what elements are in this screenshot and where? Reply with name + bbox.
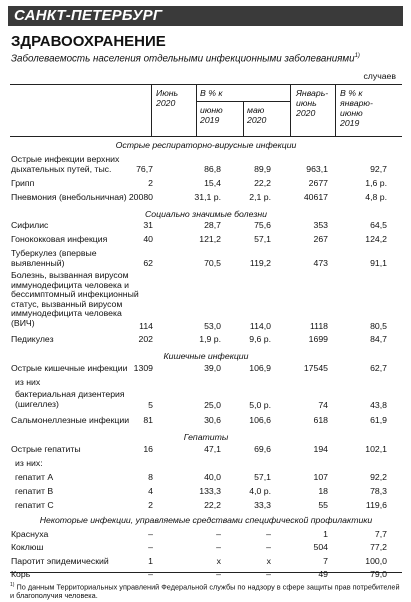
row-label: из них — [15, 377, 41, 387]
cell-janjune: 55 — [318, 500, 328, 510]
col-head-pct: В % к — [200, 88, 223, 98]
cell-pct-june2019: х — [216, 556, 221, 566]
cell-pct-janjune: 119,6 — [365, 500, 387, 510]
col-head-pct-janjune-l3: июню — [340, 108, 363, 118]
cell-pct-june2019: 25,0 — [204, 400, 221, 410]
group-caption: Гепатиты — [183, 432, 229, 442]
cell-pct-may2020: 57,1 — [254, 234, 271, 244]
group-caption: Острые респираторно-вирусные инфекции — [115, 140, 297, 150]
cell-janjune: 40617 — [303, 192, 328, 202]
footnote-mark: 1) — [10, 582, 15, 588]
cell-janjune: 49 — [318, 569, 328, 579]
cell-pct-may2020: – — [266, 542, 271, 552]
cell-pct-janjune: 64,5 — [370, 220, 387, 230]
row-label: Коклюш — [11, 542, 44, 552]
cell-pct-janjune: 102,1 — [365, 444, 387, 454]
cell-janjune: 1699 — [308, 334, 328, 344]
cell-pct-janjune: 43,8 — [370, 400, 387, 410]
table-header-rule — [10, 136, 402, 137]
cell-pct-janjune: 80,5 — [370, 321, 387, 331]
cell-pct-janjune: 100,0 — [365, 556, 387, 566]
cell-janjune: 17545 — [303, 363, 328, 373]
footnote-mark: 1) — [354, 53, 360, 59]
column-divider — [151, 84, 152, 136]
cell-june: 20080 — [128, 192, 153, 202]
col-head-may2020-l1: маю — [247, 105, 265, 115]
cell-janjune: 267 — [313, 234, 328, 244]
table-title — [11, 53, 360, 64]
cell-pct-janjune: 79,0 — [370, 569, 387, 579]
cell-pct-may2020: 4,0 р. — [249, 486, 271, 496]
cell-pct-may2020: 33,3 — [254, 500, 271, 510]
cell-june: – — [148, 542, 153, 552]
cell-june: 5 — [148, 400, 153, 410]
cell-pct-june2019: 121,2 — [199, 234, 221, 244]
row-label: Острые гепатиты — [11, 444, 81, 454]
cell-june: 76,7 — [136, 164, 153, 174]
col-head-pct-janjune-l4: 2019 — [340, 118, 360, 128]
cell-june: 114 — [139, 321, 153, 331]
cell-pct-may2020: 106,9 — [249, 363, 271, 373]
cell-pct-may2020: 2,1 р. — [249, 192, 271, 202]
cell-pct-janjune: 77,2 — [370, 542, 387, 552]
col-head-pct-janjune-l1: В % к — [340, 88, 363, 98]
cell-pct-may2020: – — [266, 569, 271, 579]
row-label: Болезнь, вызванная вирусом иммунодефицита человека и бессимптомный инфекционный статус, вызванный вирусом иммунодефицита человека (ВИЧ) — [11, 270, 139, 328]
cell-pct-janjune: 124,2 — [365, 234, 387, 244]
cell-pct-june2019: 30,6 — [204, 415, 221, 425]
cell-pct-june2019: 1,9 р. — [199, 334, 221, 344]
cell-june: 2 — [148, 500, 153, 510]
col-head-janjune-l3: 2020 — [296, 108, 316, 118]
cell-janjune: 2677 — [308, 178, 328, 188]
row-label: Грипп — [11, 178, 35, 188]
cell-pct-janjune: 92,2 — [370, 472, 387, 482]
cell-june: 31 — [143, 220, 153, 230]
cell-janjune: 473 — [313, 258, 328, 268]
cell-pct-janjune: 91,1 — [370, 258, 387, 268]
cell-pct-june2019: 53,0 — [204, 321, 221, 331]
city-banner — [8, 6, 403, 26]
col-head-june2019 — [200, 105, 223, 125]
cell-june: 81 — [143, 415, 153, 425]
row-label: гепатит В — [15, 486, 54, 496]
cell-pct-june2019: 70,5 — [204, 258, 221, 268]
group-caption: Кишечные инфекции — [163, 351, 249, 361]
cell-pct-june2019: 40,0 — [204, 472, 221, 482]
cell-pct-may2020: – — [266, 529, 271, 539]
cell-pct-may2020: 75,6 — [254, 220, 271, 230]
cell-pct-june2019: 133,3 — [199, 486, 221, 496]
cell-pct-may2020: 69,6 — [254, 444, 271, 454]
cell-pct-june2019: – — [216, 529, 221, 539]
cell-june: 202 — [138, 334, 153, 344]
cell-june: – — [148, 529, 153, 539]
cell-june: 8 — [148, 472, 153, 482]
column-divider — [196, 84, 197, 136]
cell-pct-janjune: 78,3 — [370, 486, 387, 496]
cell-janjune: 963,1 — [306, 164, 328, 174]
column-divider — [335, 84, 336, 136]
col-head-june-l2: 2020 — [156, 98, 176, 108]
row-label: гепатит А — [15, 472, 54, 482]
cell-pct-may2020: 114,0 — [249, 321, 271, 331]
cell-janjune: 107 — [313, 472, 328, 482]
cell-janjune: 1 — [323, 529, 328, 539]
cell-pct-may2020: 5,0 р. — [249, 400, 271, 410]
cell-june: 4 — [148, 486, 153, 496]
cell-june: 2 — [148, 178, 153, 188]
cell-pct-may2020: х — [266, 556, 271, 566]
col-head-pct-janjune-l2: январю- — [340, 98, 373, 108]
cell-janjune: 618 — [313, 415, 328, 425]
cell-june: – — [148, 569, 153, 579]
cell-june: 40 — [143, 234, 153, 244]
column-divider — [290, 84, 291, 136]
cell-pct-june2019: 86,8 — [204, 164, 221, 174]
group-caption: Социально значимые болезни — [145, 209, 267, 219]
row-label: Острые кишечные инфекции — [11, 363, 128, 373]
row-label: Гонококковая инфекция — [11, 234, 108, 244]
city-title: САНКТ-ПЕТЕРБУРГ — [14, 7, 163, 24]
unit-label: случаев — [363, 71, 396, 81]
col-head-june-l1: Июнь — [156, 88, 179, 98]
row-label: Пневмония (внебольничная) — [11, 192, 127, 202]
cell-pct-june2019: 39,0 — [204, 363, 221, 373]
cell-pct-june2019: 22,2 — [204, 500, 221, 510]
cell-janjune: 18 — [318, 486, 328, 496]
cell-pct-janjune: 61,9 — [370, 415, 387, 425]
row-label: Педикулез — [11, 334, 54, 344]
footnote — [10, 581, 402, 600]
cell-pct-june2019: 31,1 р. — [194, 192, 221, 202]
col-head-janjune-l2: июнь — [296, 98, 317, 108]
column-divider — [243, 101, 244, 136]
section-title: ЗДРАВООХРАНЕНИЕ — [11, 33, 166, 50]
cell-janjune: 353 — [313, 220, 328, 230]
cell-pct-june2019: 47,1 — [204, 444, 221, 454]
cell-pct-may2020: 22,2 — [254, 178, 271, 188]
table-title-text: Заболеваемость населения отдельными инфекционными заболеваниями — [11, 53, 355, 65]
col-head-pct-janjune — [340, 88, 373, 128]
row-label: гепатит С — [15, 500, 54, 510]
cell-pct-june2019: 28,7 — [204, 220, 221, 230]
cell-pct-janjune: 92,7 — [370, 164, 387, 174]
cell-june: 16 — [143, 444, 153, 454]
row-label: Сальмонеллезные инфекции — [11, 415, 130, 425]
col-head-janjune — [296, 88, 328, 118]
cell-pct-may2020: 89,9 — [254, 164, 271, 174]
col-head-june2019-l1: июню — [200, 105, 223, 115]
cell-pct-june2019: – — [216, 542, 221, 552]
cell-june: 62 — [143, 258, 153, 268]
col-head-may2020-l2: 2020 — [247, 115, 267, 125]
cell-pct-janjune: 62,7 — [370, 363, 387, 373]
row-label: бактериальная дизентерия (шигеллез) — [15, 389, 125, 409]
row-label: из них: — [15, 458, 43, 468]
cell-pct-may2020: 57,1 — [254, 472, 271, 482]
row-label: Сифилис — [11, 220, 49, 230]
cell-pct-may2020: 106,6 — [249, 415, 271, 425]
col-head-may2020 — [247, 105, 266, 125]
col-head-june — [156, 88, 178, 108]
row-label: Корь — [11, 569, 31, 579]
col-head-june2019-l2: 2019 — [200, 115, 220, 125]
cell-pct-janjune: 1,6 р. — [365, 178, 387, 188]
row-label: Краснуха — [11, 529, 49, 539]
cell-janjune: 74 — [318, 400, 328, 410]
cell-janjune: 7 — [323, 556, 328, 566]
row-label: Туберкулез (впервые выявленный) — [11, 248, 97, 268]
cell-pct-janjune: 4,8 р. — [365, 192, 387, 202]
row-label: Паротит эпидемический — [11, 556, 109, 566]
cell-pct-may2020: 9,6 р. — [249, 334, 271, 344]
cell-pct-june2019: 15,4 — [204, 178, 221, 188]
cell-pct-janjune: 7,7 — [374, 529, 387, 539]
cell-janjune: 504 — [313, 542, 328, 552]
cell-pct-janjune: 84,7 — [370, 334, 387, 344]
table-top-rule — [10, 84, 402, 85]
cell-pct-june2019: – — [216, 569, 221, 579]
footnote-text: По данным Территориальных управлений Федеральной службы по надзору в сфере защиты прав потребителей и благополучия человека. — [10, 582, 400, 600]
cell-janjune: 194 — [313, 444, 328, 454]
col-head-janjune-l1: Январь- — [296, 88, 329, 98]
cell-pct-may2020: 119,2 — [249, 258, 271, 268]
cell-june: 1 — [148, 556, 153, 566]
cell-june: 1309 — [133, 363, 153, 373]
row-label: Острые инфекции верхних дыхательных путей, тыс. — [11, 154, 120, 174]
group-caption: Некоторые инфекции, управляемые средствами специфической профилактики — [39, 515, 373, 525]
cell-janjune: 1118 — [309, 321, 328, 331]
